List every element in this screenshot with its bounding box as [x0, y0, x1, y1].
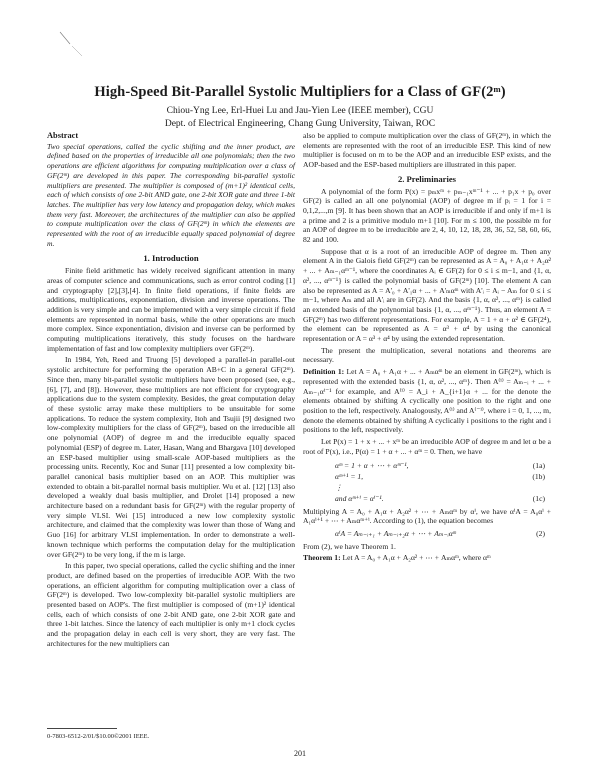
equation-2: [303, 529, 551, 539]
equation-row: [303, 493, 551, 504]
equation-group-1: [303, 460, 551, 504]
equation-number: (1c): [532, 493, 545, 503]
equation-expression: and αᵐ⁺ⁱ = αⁱ⁻¹.: [335, 493, 384, 503]
theorem-1: [303, 553, 551, 563]
after-definition-paragraph: Let P(x) = 1 + x + ... + xᵐ be an irreducible AOP of degree m and let α be a root of P(x), i.e., P(α) = 1 + α + ... + αᵐ = 0. Then, we have: [303, 437, 551, 456]
page-number: 201: [294, 749, 306, 758]
equation-number: (1b): [532, 471, 545, 481]
theorem-text: Let A = A₀ + A₁α + A₂α² + ⋯ + Aₘαᵐ, where αᵐ: [342, 553, 491, 563]
intro-paragraph: In this paper, two special operations, called the cyclic shifting and the inner product, are defined based on the properties of irreducible AOP. With the two operations, an efficient algorithm for computing multiplication over a class of GF(2ᵐ) is developed. Two low-complexity bit-parallel systolic multipliers are presented based on AOP's. The first multiplier is composed of (m+1)² identical cells, each of which consists of one 2-bit AND gate, one 2-bit XOR gate and three 1-bit latches. Since the latency of each multiplier is only m+1 clock cycles and the propagation delay in each cell is very short, they are very fast. The architectures for the new multipliers can: [47, 561, 295, 648]
abstract-text: Two special operations, called the cyclic shifting and the inner product, are defined based on the properties of irreducible all one polynomials; then the two operations are efficient algorithms for computing multiplication over a class of GF(2ᵐ) are developed in this paper. The corresponding bit-parallel systolic multipliers are presented. The multiplier is composed of (m+1)² identical cells, each of which consists of one 2-bit AND gate, one 2-bit XOR gate and three 1-bit latches. The multiplier has very low latency and propagation delay, which makes them very fast. Moreover, the architectures of the multiplier can also be applied to compute multiplication over the class of GF(2ᵐ) in which the elements are represented with the root of an irreducible equally spaced polynomial of degree m.: [47, 141, 295, 248]
definition-1: [303, 367, 551, 435]
preliminaries-paragraph: The present the multiplication, several notations and theorems are necessary.: [303, 345, 551, 365]
equation-row: [303, 460, 551, 471]
section-heading-preliminaries: 2. Preliminaries: [397, 173, 457, 184]
section-heading-introduction: 1. Introduction: [143, 253, 199, 264]
paper-authors: Chiou-Yng Lee, Erl-Huei Lu and Jau-Yien Lee (IEEE member), CGU: [166, 106, 434, 116]
theorem-label: Theorem 1:: [303, 553, 341, 563]
intro-continuation: also be applied to compute multiplication over the class of GF(2ᵐ), in which the elements are represented with the root of an irreducible ESP. This kind of new multiplier is focused on m to be the AOP and an irreducible ESP exists, and the AOP-based and the ESP-based multipliers are illustrated in this paper.: [303, 131, 551, 170]
multiplication-paragraph: Multiplying A = A₀ + A₁α + A₂α² + ⋯ + Aₘαᵐ by αⁱ, we have αⁱA = A₀αⁱ + A₁αⁱ⁺¹ + ⋯ + Aₘαᵐ⁺ⁱ. According to (1), the equation becomes: [303, 506, 551, 526]
definition-label: Definition 1:: [303, 367, 345, 377]
equation-expression: ⋮: [335, 482, 343, 492]
from-equation-text: From (2), we have Theorem 1.: [303, 541, 396, 551]
paper-title: High-Speed Bit-Parallel Systolic Multipliers for a Class of GF(2ᵐ): [94, 84, 506, 100]
abstract-heading: Abstract: [47, 131, 79, 140]
left-column: [47, 131, 295, 649]
definition-text: Let A = A₀ + A₁α + ... + Aₘαᵐ be an element in GF(2ᵐ), which is represented with the extended basis {1, α, α², ..., αᵐ}. Then A⁽ⁱ⁾ = Aₘ₋ᵢ + ... + Aₘ₋₁αⁱ⁻¹ for example, and A⁽ⁱ⁾ = A_i + A_{i+1}α + ... for the denote the elements obtained by shifting A cyclically one position to the right and one position to the left, respectively. Analogously, A⁽ⁱ⁾ and A⁽⁻ⁱ⁾, where i = 0, 1, ..., m, denote the elements obtained by shifting A cyclically i positions to the right and i positions to the left, respectively.: [303, 367, 551, 435]
equation-number: (2): [536, 528, 545, 538]
equation-row: [303, 471, 551, 482]
preliminaries-paragraph: Suppose that α is a root of an irreducible AOP of degree m. Then any element A in the Galois field GF(2ᵐ) can be represented as A = A₀ + A₁α + A₂α² + ... + Aₘ₋₁αᵐ⁻¹, where the coordinates Aᵢ ∈ GF(2) for 0 ≤ i ≤ m−1, and {1, α, α², ..., αᵐ⁻¹} is called the polynomial basis of GF(2ᵐ) [10]. The element A can also be represented as A = A'₀ + A'₁α + ... + A'ₘαᵐ with A'ᵢ = Aᵢ − Aₘ for 0 ≤ i ≤ m−1, where Aₘ and all A'ᵢ are in GF(2). And the basis {1, α, α², ..., αᵐ} is called an extended basis of the polynomial basis {1, α, ..., αᵐ⁻¹}. Thus, an element A = GF(2ᵐ) has two different representations. For example, A = 1 + α + α² ∈ GF(2⁴), the element can be represented as A = α³ + α⁴ by using the canonical representation or A = α³ + α⁴ by using the extended representation.: [303, 246, 551, 344]
equation-expression: αⁱA = Aₘ₋ᵢ₊₁ + Aₘ₋ᵢ₊₂α + ⋯ + Aₘ₋ᵢαᵐ: [335, 528, 456, 538]
intro-paragraph: Finite field arithmetic has widely received significant attention in many areas of computer science and communications, such as error control coding [1] and cryptography [2],[3],[4]. In finite field operations, if finite fields are additions, multiplications, exponentiation, division and inverse operations. The addition is very simple and can be implemented with a very simple circuit if field elements are represented in normal basis, while the other operations are much more complex. Since exponentiation, division and inverse can be performed by computing multiplications iteratively, this study focuses on the hardware implementation of fast and low complexity multipliers over GF(2ᵐ).: [47, 266, 295, 353]
intro-paragraph: In 1984, Yeh, Reed and Truong [5] developed a parallel-in parallel-out systolic architecture for performing the operation AB+C in a general GF(2ᵐ). Since then, many bit-parallel systolic multipliers have been proposed (see, e.g., [6], [7], and [8]). However, these multipliers are not efficient for cryptography applications due to the system complexity. Besides, the great computation delay of these systolic array make these multipliers to be unsuitable for some applications. To reduce the system complexity, Itoh and Tsujii [9] designed two low-complexity multipliers for the class of GF(2ᵐ), based on the irreducible all one polynomial (AOP) of degree m and the irreducible equally spaced polynomial (ESP) of degree m. Later, Hasan, Wang and Bhargava [10] developed an ESP-based multiplier using small-scale AOP-based multipliers as the processing units. Recently, Koc and Sunar [11] presented a low complexity bit-parallel canonical basis multiplier based on an AOP. This multiplier was extended to obtain a bit-parallel normal basis multiplier. Wu et al. [12] [13] also developed a weakly dual basis multiplier, and Drolet [14] proposed a new architecture based on a redundant basis for GF(2ᵐ) with the regular property of very simple VLSI. Wei [15] introduced a new low complexity systolic architecture, and claimed that the complexity was lower than those of Wang and Guo [16] for arbitrary VLSI implementation. In order to demonstrate a well-known technique which performs the computation delay for the multiplication over GF(2ᵐ) to be very long, if the m is large.: [47, 355, 295, 559]
equation-expression: αᵐ = 1 + α + ⋯ + αᵐ⁻¹,: [335, 460, 409, 470]
preliminaries-paragraph: A polynomial of the form P(x) = pₘxᵐ + pₘ₋₁xᵐ⁻¹ + ... + p₁x + p₀ over GF(2) is called an all one polynomial (AOP) of degree m if pᵢ = 1 for i = 0,1,2,...,m [9]. It has been shown that an AOP is irreducible if and only if m+1 is a prime and 2 is a primitive modulo m+1 [10]. For m ≤ 100, the possible m for an AOP of degree m to be irreducible are 2, 4, 10, 12, 18, 28, 36, 52, 58, 60, 66, 82 and 100.: [303, 186, 551, 245]
equation-row: [303, 482, 551, 493]
scan-mark-icon: [58, 30, 88, 58]
equation-expression: αᵐ⁺¹ = 1,: [335, 471, 364, 481]
equation-number: (1a): [532, 460, 545, 470]
right-column: [303, 131, 551, 563]
footnote-divider: [47, 728, 117, 729]
paper-affiliation: Dept. of Electrical Engineering, Chang Gung University, Taiwan, ROC: [164, 119, 436, 129]
copyright-line: 0-7803-6512-2/01/$10.00©2001 IEEE.: [47, 733, 150, 740]
